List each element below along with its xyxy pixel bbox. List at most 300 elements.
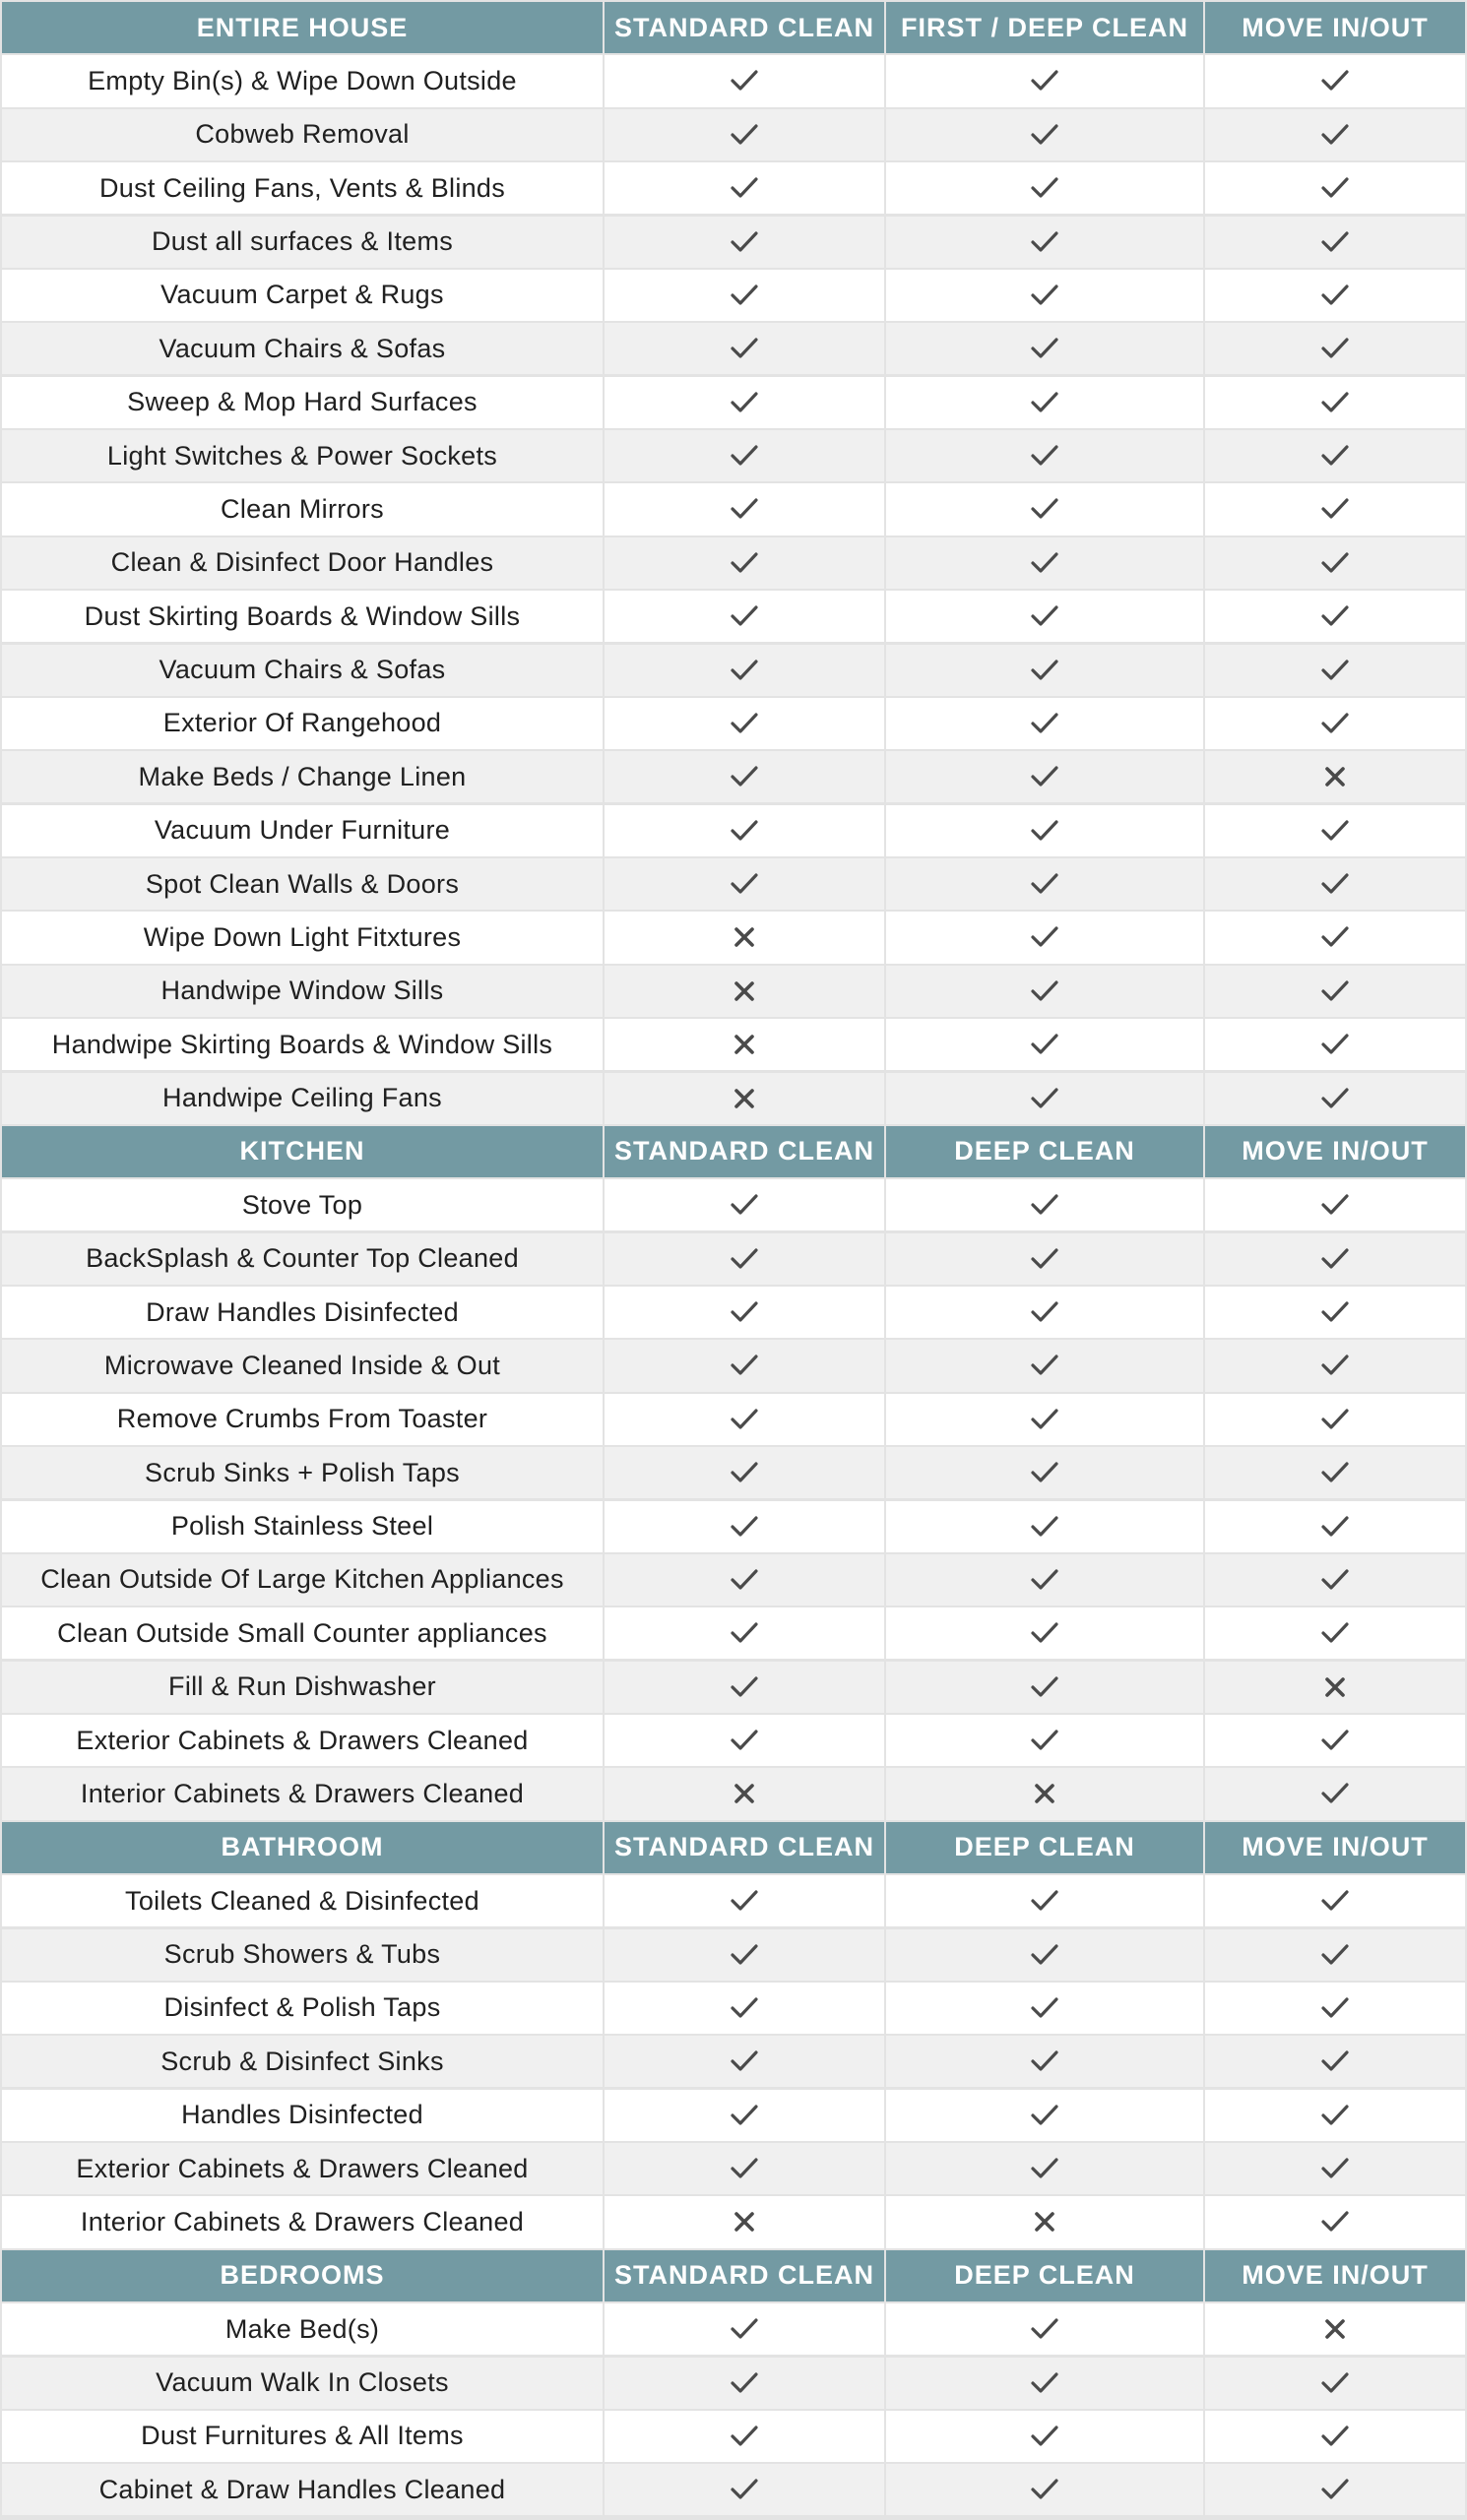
section-header-row bbox=[2, 1126, 1465, 1179]
mark-cell-standard bbox=[605, 966, 884, 1017]
section-entire-house bbox=[2, 2, 1465, 1126]
table-row bbox=[2, 751, 1465, 804]
checkmark-icon bbox=[728, 1295, 761, 1329]
mark-cell-standard bbox=[605, 1875, 884, 1926]
section-bathroom bbox=[2, 1822, 1465, 2250]
cross-icon bbox=[1318, 1670, 1352, 1704]
task-label: Make Bed(s) bbox=[2, 2303, 603, 2355]
mark-cell-deep bbox=[886, 2303, 1203, 2355]
task-label: Clean Mirrors bbox=[2, 483, 603, 535]
checkmark-icon bbox=[728, 707, 761, 740]
mark-cell-move bbox=[1205, 805, 1465, 856]
mark-cell-deep bbox=[886, 1501, 1203, 1552]
checkmark-icon bbox=[1028, 1188, 1061, 1222]
checkmark-icon bbox=[1318, 1242, 1352, 1276]
checkmark-icon bbox=[728, 599, 761, 633]
checkmark-icon bbox=[1028, 814, 1061, 848]
mark-cell-standard bbox=[605, 55, 884, 106]
mark-cell-standard bbox=[605, 2464, 884, 2515]
checkmark-icon bbox=[728, 1724, 761, 1757]
checkmark-icon bbox=[1318, 492, 1352, 526]
task-label: Draw Handles Disinfected bbox=[2, 1287, 603, 1338]
checkmark-icon bbox=[1318, 1724, 1352, 1757]
mark-cell-standard bbox=[605, 805, 884, 856]
mark-cell-standard bbox=[605, 1340, 884, 1391]
table-row bbox=[2, 1929, 1465, 1983]
checkmark-icon bbox=[728, 760, 761, 793]
checkmark-icon bbox=[728, 2473, 761, 2506]
cross-icon bbox=[728, 975, 761, 1008]
task-label: Cobweb Removal bbox=[2, 109, 603, 160]
table-row bbox=[2, 55, 1465, 108]
section-header-row bbox=[2, 2250, 1465, 2303]
mark-cell-standard bbox=[605, 162, 884, 214]
task-label: Cabinet & Draw Handles Cleaned bbox=[2, 2464, 603, 2515]
checkmark-icon bbox=[728, 1188, 761, 1222]
checkmark-icon bbox=[1318, 654, 1352, 687]
checkmark-icon bbox=[1028, 1884, 1061, 1918]
mark-cell-standard bbox=[605, 1394, 884, 1445]
mark-cell-deep bbox=[886, 805, 1203, 856]
task-label: Wipe Down Light Fitxtures bbox=[2, 912, 603, 963]
mark-cell-deep bbox=[886, 1554, 1203, 1606]
mark-cell-deep bbox=[886, 2358, 1203, 2409]
table-row bbox=[2, 1607, 1465, 1661]
task-label: Sweep & Mop Hard Surfaces bbox=[2, 377, 603, 428]
table-row bbox=[2, 858, 1465, 912]
checkmark-icon bbox=[728, 64, 761, 97]
mark-cell-move bbox=[1205, 483, 1465, 535]
mark-cell-deep bbox=[886, 1768, 1203, 1819]
checkmark-icon bbox=[1028, 492, 1061, 526]
table-row bbox=[2, 2196, 1465, 2249]
table-row bbox=[2, 805, 1465, 858]
mark-cell-move bbox=[1205, 537, 1465, 589]
mark-cell-standard bbox=[605, 1715, 884, 1766]
task-label: Interior Cabinets & Drawers Cleaned bbox=[2, 1768, 603, 1819]
checkmark-icon bbox=[1028, 1456, 1061, 1489]
checkmark-icon bbox=[1028, 279, 1061, 312]
checkmark-icon bbox=[1318, 439, 1352, 472]
checkmark-icon bbox=[1318, 225, 1352, 259]
mark-cell-standard bbox=[605, 591, 884, 642]
checkmark-icon bbox=[1318, 1563, 1352, 1597]
mark-cell-move bbox=[1205, 1287, 1465, 1338]
table-row bbox=[2, 2090, 1465, 2143]
checkmark-icon bbox=[728, 439, 761, 472]
table-row bbox=[2, 2464, 1465, 2517]
mark-cell-move bbox=[1205, 109, 1465, 160]
mark-cell-deep bbox=[886, 2196, 1203, 2247]
checkmark-icon bbox=[1028, 1242, 1061, 1276]
table-row bbox=[2, 162, 1465, 216]
cross-icon bbox=[728, 1028, 761, 1061]
mark-cell-standard bbox=[605, 912, 884, 963]
checkmark-icon bbox=[728, 225, 761, 259]
task-label: Exterior Of Rangehood bbox=[2, 698, 603, 749]
checkmark-icon bbox=[1318, 171, 1352, 205]
mark-cell-standard bbox=[605, 1607, 884, 1659]
table-row bbox=[2, 645, 1465, 698]
checkmark-icon bbox=[728, 546, 761, 580]
task-label: Remove Crumbs From Toaster bbox=[2, 1394, 603, 1445]
table-row bbox=[2, 698, 1465, 751]
mark-cell-move bbox=[1205, 2196, 1465, 2247]
checkmark-icon bbox=[1318, 118, 1352, 152]
checkmark-icon bbox=[1028, 171, 1061, 205]
section-header-row bbox=[2, 2, 1465, 55]
table-row bbox=[2, 483, 1465, 536]
checkmark-icon bbox=[728, 1349, 761, 1382]
section-kitchen bbox=[2, 1126, 1465, 1822]
checkmark-icon bbox=[1318, 1777, 1352, 1810]
mark-cell-standard bbox=[605, 1073, 884, 1124]
checkmark-icon bbox=[1318, 1616, 1352, 1650]
mark-cell-standard bbox=[605, 2303, 884, 2355]
section-title: BEDROOMS bbox=[2, 2250, 603, 2301]
column-header-deep: DEEP CLEAN bbox=[886, 1822, 1203, 1873]
checkmark-icon bbox=[1318, 814, 1352, 848]
mark-cell-deep bbox=[886, 1073, 1203, 1124]
mark-cell-standard bbox=[605, 270, 884, 321]
mark-cell-move bbox=[1205, 2143, 1465, 2194]
mark-cell-deep bbox=[886, 217, 1203, 268]
checkmark-icon bbox=[1318, 2099, 1352, 2132]
column-header-deep: DEEP CLEAN bbox=[886, 2250, 1203, 2301]
mark-cell-move bbox=[1205, 270, 1465, 321]
table-row bbox=[2, 537, 1465, 591]
mark-cell-move bbox=[1205, 645, 1465, 696]
table-row bbox=[2, 1287, 1465, 1340]
mark-cell-move bbox=[1205, 1447, 1465, 1498]
task-label: Spot Clean Walls & Doors bbox=[2, 858, 603, 910]
mark-cell-standard bbox=[605, 1019, 884, 1070]
mark-cell-standard bbox=[605, 2090, 884, 2141]
task-label: Fill & Run Dishwasher bbox=[2, 1662, 603, 1713]
mark-cell-move bbox=[1205, 966, 1465, 1017]
section-title: ENTIRE HOUSE bbox=[2, 2, 603, 53]
checkmark-icon bbox=[728, 1403, 761, 1436]
checkmark-icon bbox=[1028, 225, 1061, 259]
cross-icon bbox=[728, 1082, 761, 1115]
mark-cell-deep bbox=[886, 377, 1203, 428]
checkmark-icon bbox=[1028, 386, 1061, 419]
mark-cell-move bbox=[1205, 2358, 1465, 2409]
checkmark-icon bbox=[728, 1616, 761, 1650]
table-row bbox=[2, 2303, 1465, 2357]
table-row bbox=[2, 912, 1465, 965]
section-header-row bbox=[2, 1822, 1465, 1875]
mark-cell-move bbox=[1205, 1340, 1465, 1391]
section-bedrooms bbox=[2, 2250, 1465, 2518]
checkmark-icon bbox=[1028, 1295, 1061, 1329]
checkmark-icon bbox=[1028, 867, 1061, 901]
column-header-standard: STANDARD CLEAN bbox=[605, 2250, 884, 2301]
task-label: Clean Outside Small Counter appliances bbox=[2, 1607, 603, 1659]
column-header-standard: STANDARD CLEAN bbox=[605, 1126, 884, 1177]
mark-cell-deep bbox=[886, 2411, 1203, 2462]
mark-cell-deep bbox=[886, 751, 1203, 802]
checkmark-icon bbox=[1318, 707, 1352, 740]
table-row bbox=[2, 966, 1465, 1019]
table-row bbox=[2, 1554, 1465, 1607]
mark-cell-move bbox=[1205, 1715, 1465, 1766]
column-header-move: MOVE IN/OUT bbox=[1205, 1126, 1465, 1177]
mark-cell-standard bbox=[605, 2196, 884, 2247]
checkmark-icon bbox=[1318, 1403, 1352, 1436]
table-row bbox=[2, 1662, 1465, 1715]
task-label: Dust Furnitures & All Items bbox=[2, 2411, 603, 2462]
task-label: Clean Outside Of Large Kitchen Appliances bbox=[2, 1554, 603, 1606]
mark-cell-move bbox=[1205, 1768, 1465, 1819]
checkmark-icon bbox=[1028, 1028, 1061, 1061]
mark-cell-move bbox=[1205, 2411, 1465, 2462]
table-row bbox=[2, 1447, 1465, 1500]
mark-cell-move bbox=[1205, 698, 1465, 749]
checkmark-icon bbox=[728, 332, 761, 365]
column-header-deep: DEEP CLEAN bbox=[886, 1126, 1203, 1177]
checkmark-icon bbox=[1318, 1188, 1352, 1222]
checkmark-icon bbox=[1028, 1403, 1061, 1436]
task-label: Scrub & Disinfect Sinks bbox=[2, 2036, 603, 2087]
mark-cell-move bbox=[1205, 2036, 1465, 2087]
task-label: Disinfect & Polish Taps bbox=[2, 1983, 603, 2034]
mark-cell-move bbox=[1205, 912, 1465, 963]
table-row bbox=[2, 2358, 1465, 2411]
checkmark-icon bbox=[1028, 439, 1061, 472]
mark-cell-deep bbox=[886, 2090, 1203, 2141]
mark-cell-deep bbox=[886, 645, 1203, 696]
table-row bbox=[2, 1394, 1465, 1447]
mark-cell-deep bbox=[886, 2464, 1203, 2515]
checkmark-icon bbox=[1028, 2366, 1061, 2400]
checkmark-icon bbox=[1028, 1082, 1061, 1115]
mark-cell-standard bbox=[605, 1554, 884, 1606]
mark-cell-deep bbox=[886, 591, 1203, 642]
mark-cell-standard bbox=[605, 1447, 884, 1498]
column-header-move: MOVE IN/OUT bbox=[1205, 2250, 1465, 2301]
task-label: Vacuum Walk In Closets bbox=[2, 2358, 603, 2409]
mark-cell-deep bbox=[886, 1179, 1203, 1230]
checkmark-icon bbox=[728, 1670, 761, 1704]
mark-cell-deep bbox=[886, 1394, 1203, 1445]
table-row bbox=[2, 1179, 1465, 1232]
mark-cell-deep bbox=[886, 430, 1203, 481]
table-row bbox=[2, 1983, 1465, 2036]
mark-cell-standard bbox=[605, 2411, 884, 2462]
table-row bbox=[2, 2411, 1465, 2464]
checkmark-icon bbox=[1028, 118, 1061, 152]
checkmark-icon bbox=[1318, 1349, 1352, 1382]
cross-icon bbox=[728, 1777, 761, 1810]
mark-cell-deep bbox=[886, 966, 1203, 1017]
checkmark-icon bbox=[728, 2420, 761, 2453]
task-label: Stove Top bbox=[2, 1179, 603, 1230]
cross-icon bbox=[728, 920, 761, 954]
task-label: Dust Skirting Boards & Window Sills bbox=[2, 591, 603, 642]
cross-icon bbox=[1028, 2205, 1061, 2238]
mark-cell-move bbox=[1205, 1179, 1465, 1230]
task-label: Make Beds / Change Linen bbox=[2, 751, 603, 802]
column-header-move: MOVE IN/OUT bbox=[1205, 1822, 1465, 1873]
mark-cell-deep bbox=[886, 1715, 1203, 1766]
mark-cell-standard bbox=[605, 2358, 884, 2409]
checkmark-icon bbox=[1028, 760, 1061, 793]
mark-cell-standard bbox=[605, 858, 884, 910]
mark-cell-deep bbox=[886, 912, 1203, 963]
checkmark-icon bbox=[728, 814, 761, 848]
task-label: Polish Stainless Steel bbox=[2, 1501, 603, 1552]
mark-cell-deep bbox=[886, 323, 1203, 374]
checkmark-icon bbox=[1028, 707, 1061, 740]
mark-cell-move bbox=[1205, 2090, 1465, 2141]
column-header-standard: STANDARD CLEAN bbox=[605, 1822, 884, 1873]
checkmark-icon bbox=[728, 1938, 761, 1972]
mark-cell-standard bbox=[605, 1501, 884, 1552]
checkmark-icon bbox=[1318, 2366, 1352, 2400]
mark-cell-move bbox=[1205, 217, 1465, 268]
mark-cell-standard bbox=[605, 751, 884, 802]
mark-cell-standard bbox=[605, 1662, 884, 1713]
task-label: Vacuum Under Furniture bbox=[2, 805, 603, 856]
checkmark-icon bbox=[728, 867, 761, 901]
task-label: Empty Bin(s) & Wipe Down Outside bbox=[2, 55, 603, 106]
mark-cell-move bbox=[1205, 1607, 1465, 1659]
checkmark-icon bbox=[1028, 2420, 1061, 2453]
checkmark-icon bbox=[1028, 654, 1061, 687]
mark-cell-move bbox=[1205, 858, 1465, 910]
checkmark-icon bbox=[1318, 867, 1352, 901]
task-label: Scrub Showers & Tubs bbox=[2, 1929, 603, 1981]
checkmark-icon bbox=[1318, 599, 1352, 633]
mark-cell-move bbox=[1205, 1501, 1465, 1552]
checkmark-icon bbox=[1318, 2420, 1352, 2453]
mark-cell-move bbox=[1205, 323, 1465, 374]
table-row bbox=[2, 217, 1465, 270]
task-label: Handles Disinfected bbox=[2, 2090, 603, 2141]
column-header-move: MOVE IN/OUT bbox=[1205, 2, 1465, 53]
checkmark-icon bbox=[1318, 64, 1352, 97]
mark-cell-deep bbox=[886, 1875, 1203, 1926]
mark-cell-move bbox=[1205, 751, 1465, 802]
checkmark-icon bbox=[1028, 1510, 1061, 1544]
checkmark-icon bbox=[728, 386, 761, 419]
mark-cell-standard bbox=[605, 1768, 884, 1819]
checkmark-icon bbox=[1318, 1884, 1352, 1918]
checkmark-icon bbox=[1028, 1670, 1061, 1704]
table-row bbox=[2, 2143, 1465, 2196]
mark-cell-move bbox=[1205, 1233, 1465, 1285]
mark-cell-move bbox=[1205, 2303, 1465, 2355]
table-row bbox=[2, 1019, 1465, 1072]
checkmark-icon bbox=[728, 1456, 761, 1489]
mark-cell-deep bbox=[886, 1607, 1203, 1659]
checkmark-icon bbox=[1028, 2152, 1061, 2185]
mark-cell-deep bbox=[886, 1983, 1203, 2034]
task-label: Light Switches & Power Sockets bbox=[2, 430, 603, 481]
checkmark-icon bbox=[1028, 599, 1061, 633]
mark-cell-deep bbox=[886, 162, 1203, 214]
mark-cell-standard bbox=[605, 323, 884, 374]
mark-cell-move bbox=[1205, 1662, 1465, 1713]
checkmark-icon bbox=[728, 171, 761, 205]
mark-cell-deep bbox=[886, 1233, 1203, 1285]
checkmark-icon bbox=[1318, 332, 1352, 365]
mark-cell-deep bbox=[886, 1287, 1203, 1338]
mark-cell-deep bbox=[886, 2036, 1203, 2087]
checkmark-icon bbox=[1318, 1456, 1352, 1489]
checkmark-icon bbox=[1318, 2152, 1352, 2185]
checkmark-icon bbox=[728, 492, 761, 526]
checkmark-icon bbox=[728, 654, 761, 687]
mark-cell-standard bbox=[605, 377, 884, 428]
checkmark-icon bbox=[1028, 2099, 1061, 2132]
mark-cell-move bbox=[1205, 1875, 1465, 1926]
task-label: Vacuum Chairs & Sofas bbox=[2, 323, 603, 374]
table-row bbox=[2, 1340, 1465, 1393]
task-label: Microwave Cleaned Inside & Out bbox=[2, 1340, 603, 1391]
checkmark-icon bbox=[1028, 2473, 1061, 2506]
task-label: Dust Ceiling Fans, Vents & Blinds bbox=[2, 162, 603, 214]
mark-cell-move bbox=[1205, 430, 1465, 481]
table-row bbox=[2, 1768, 1465, 1821]
mark-cell-standard bbox=[605, 217, 884, 268]
checkmark-icon bbox=[1028, 975, 1061, 1008]
mark-cell-standard bbox=[605, 645, 884, 696]
mark-cell-move bbox=[1205, 1394, 1465, 1445]
checkmark-icon bbox=[1028, 1563, 1061, 1597]
mark-cell-deep bbox=[886, 698, 1203, 749]
mark-cell-standard bbox=[605, 109, 884, 160]
checkmark-icon bbox=[1318, 1938, 1352, 1972]
checkmark-icon bbox=[1028, 1938, 1061, 1972]
table-row bbox=[2, 377, 1465, 430]
mark-cell-deep bbox=[886, 483, 1203, 535]
checkmark-icon bbox=[728, 118, 761, 152]
checkmark-icon bbox=[1318, 1991, 1352, 2025]
mark-cell-deep bbox=[886, 109, 1203, 160]
mark-cell-move bbox=[1205, 1554, 1465, 1606]
mark-cell-standard bbox=[605, 698, 884, 749]
mark-cell-move bbox=[1205, 377, 1465, 428]
checkmark-icon bbox=[728, 2366, 761, 2400]
mark-cell-move bbox=[1205, 1019, 1465, 1070]
checkmark-icon bbox=[1318, 279, 1352, 312]
cross-icon bbox=[728, 2205, 761, 2238]
task-label: Toilets Cleaned & Disinfected bbox=[2, 1875, 603, 1926]
checkmark-icon bbox=[728, 2312, 761, 2346]
cross-icon bbox=[1318, 2312, 1352, 2346]
checkmark-icon bbox=[1318, 2473, 1352, 2506]
checkmark-icon bbox=[1028, 920, 1061, 954]
checkmark-icon bbox=[1318, 1295, 1352, 1329]
task-label: Handwipe Ceiling Fans bbox=[2, 1073, 603, 1124]
checkmark-icon bbox=[1318, 975, 1352, 1008]
task-label: Handwipe Skirting Boards & Window Sills bbox=[2, 1019, 603, 1070]
mark-cell-move bbox=[1205, 2464, 1465, 2515]
checkmark-icon bbox=[1318, 1082, 1352, 1115]
checkmark-icon bbox=[728, 2045, 761, 2078]
table-row bbox=[2, 2036, 1465, 2089]
table-row bbox=[2, 430, 1465, 483]
checkmark-icon bbox=[1028, 332, 1061, 365]
checkmark-icon bbox=[1028, 2045, 1061, 2078]
checkmark-icon bbox=[1028, 1349, 1061, 1382]
mark-cell-move bbox=[1205, 55, 1465, 106]
task-label: Vacuum Carpet & Rugs bbox=[2, 270, 603, 321]
mark-cell-standard bbox=[605, 1233, 884, 1285]
task-label: Dust all surfaces & Items bbox=[2, 217, 603, 268]
